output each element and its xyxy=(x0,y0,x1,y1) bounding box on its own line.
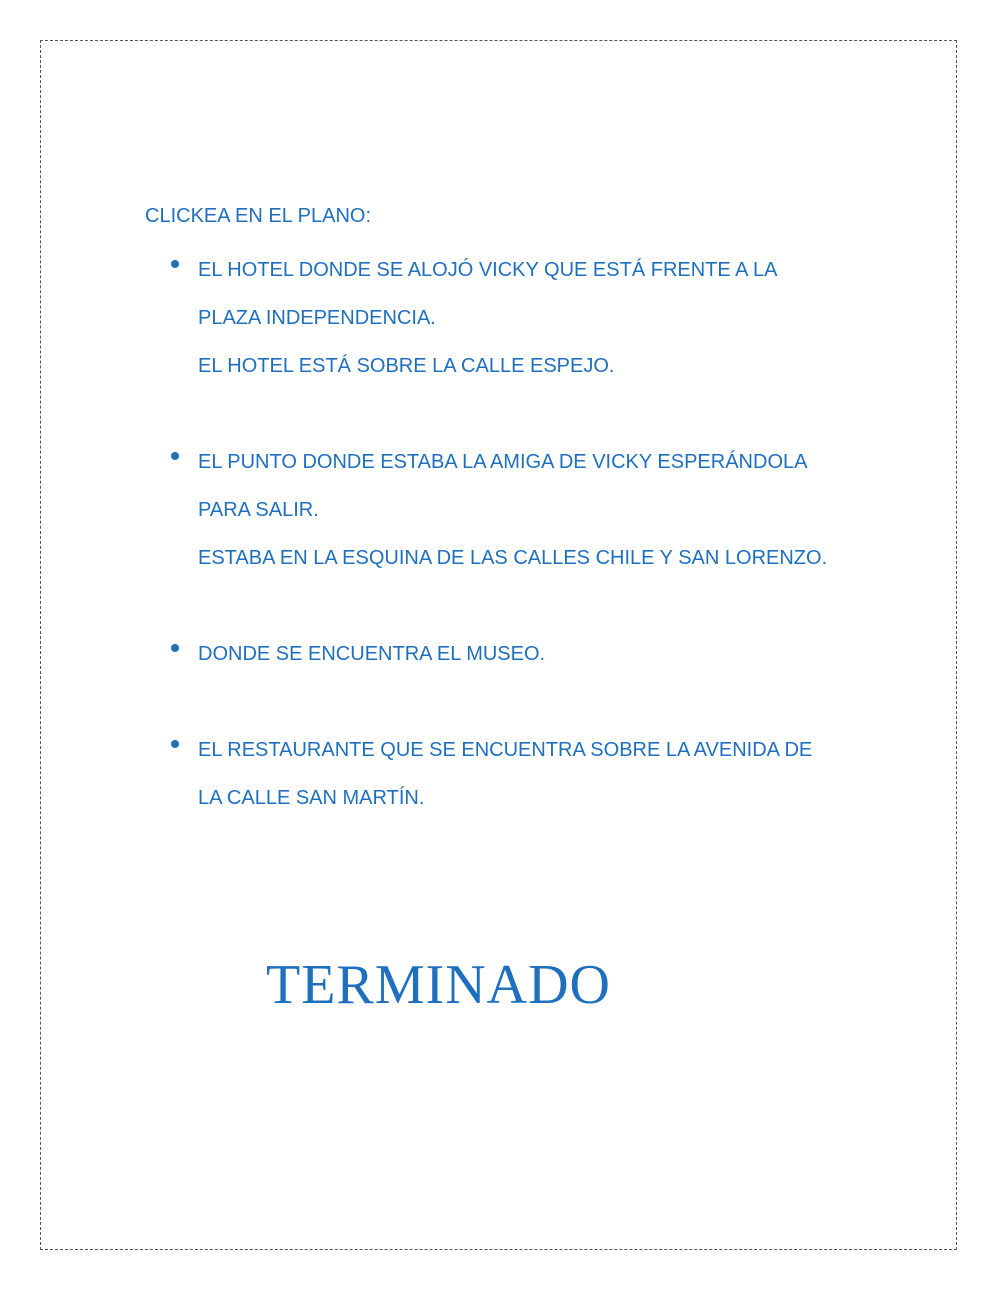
task-list xyxy=(145,246,905,822)
instructions-title: CLICKEA EN EL PLANO: xyxy=(145,205,372,227)
task-text: PARA SALIR. xyxy=(198,499,319,521)
task-hint: ESTABA EN LA ESQUINA DE LAS CALLES CHILE Y SAN LORENZO. xyxy=(198,547,828,569)
bullet-icon xyxy=(171,260,179,268)
task-item-museum xyxy=(145,630,905,678)
task-text: LA CALLE SAN MARTÍN. xyxy=(198,787,425,809)
task-text: EL PUNTO DONDE ESTABA LA AMIGA DE VICKY ESPERÁNDOLA xyxy=(198,451,808,473)
task-text: PLAZA INDEPENDENCIA. xyxy=(198,307,436,329)
bullet-icon xyxy=(171,740,179,748)
bullet-icon xyxy=(171,644,179,652)
bullet-icon xyxy=(171,452,179,460)
finish-button[interactable]: TERMINADO xyxy=(266,950,611,1020)
task-hint: EL HOTEL ESTÁ SOBRE LA CALLE ESPEJO. xyxy=(198,355,615,377)
task-item-friend xyxy=(145,438,905,582)
task-item-hotel xyxy=(145,246,905,390)
task-text: DONDE SE ENCUENTRA EL MUSEO. xyxy=(198,643,546,665)
task-text: EL RESTAURANTE QUE SE ENCUENTRA SOBRE LA AVENIDA DE xyxy=(198,739,813,761)
task-text: EL HOTEL DONDE SE ALOJÓ VICKY QUE ESTÁ FRENTE A LA xyxy=(198,259,778,281)
instructions xyxy=(145,198,905,822)
task-item-restaurant xyxy=(145,726,905,822)
